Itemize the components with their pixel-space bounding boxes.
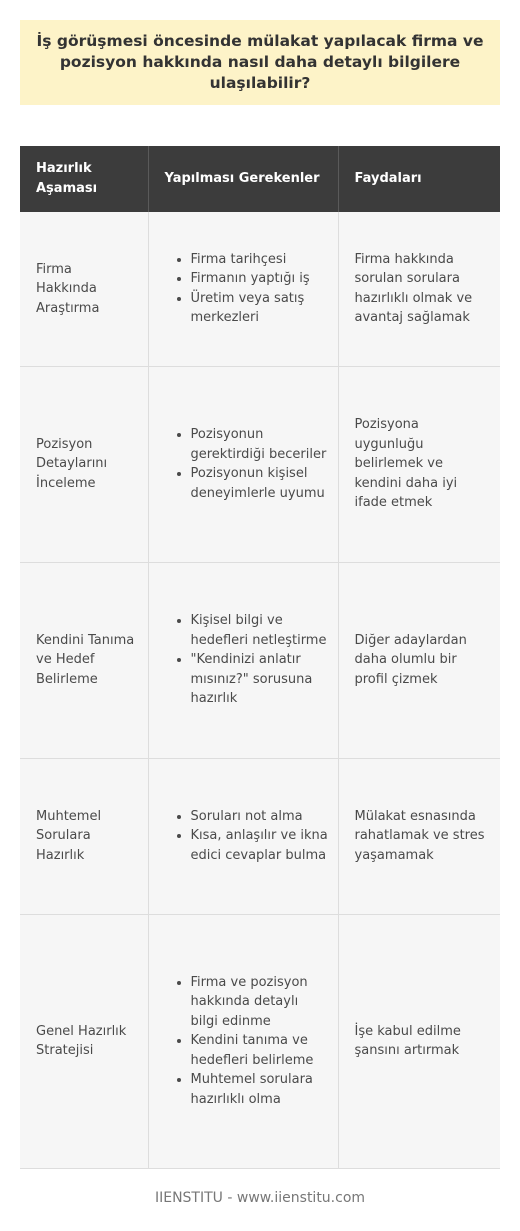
table-row (20, 914, 500, 1168)
todo-cell (148, 914, 338, 1168)
todo-list (171, 973, 330, 1110)
phase-cell: Pozisyon Detaylarını İnceleme (20, 366, 148, 562)
phase-cell: Kendini Tanıma ve Hedef Belirleme (20, 562, 148, 758)
benefit-cell: Mülakat esnasında rahatlamak ve stres yaşamamak (338, 758, 500, 914)
footer-credit: IIENSTITU - www.iienstitu.com (154, 1190, 366, 1206)
header-benefit: Faydaları (338, 146, 500, 212)
table-row (20, 758, 500, 914)
todo-list (171, 611, 330, 709)
table-row (20, 212, 500, 366)
list-item: • Muhtemel sorulara hazırlıklı olma (191, 1070, 330, 1109)
table-row (20, 562, 500, 758)
table-row (20, 366, 500, 562)
list-item: • Kişisel bilgi ve hedefleri netleştirme (191, 611, 330, 650)
list-item: • Firma tarihçesi (191, 250, 330, 270)
todo-cell (148, 562, 338, 758)
todo-list (171, 250, 330, 328)
todo-cell (148, 758, 338, 914)
list-item: • Kısa, anlaşılır ve ikna edici cevaplar bulma (191, 826, 330, 865)
table-header-row (20, 146, 500, 212)
preparation-table (20, 146, 500, 1169)
todo-list (171, 807, 330, 866)
list-item: • Kendini tanıma ve hedefleri belirleme (191, 1031, 330, 1070)
list-item: • Firma ve pozisyon hakkında detaylı bilgi edinme (191, 973, 330, 1032)
list-item: • Pozisyonun gerektirdiği beceriler (191, 425, 330, 464)
list-item: • "Kendinizi anlatır mısınız?" sorusuna hazırlık (191, 650, 330, 709)
header-todo: Yapılması Gerekenler (148, 146, 338, 212)
page-title: İş görüşmesi öncesinde mülakat yapılacak firma ve pozisyon hakkında nasıl daha detaylı bilgilere ulaşılabilir? (36, 32, 484, 92)
todo-list (171, 425, 330, 503)
list-item: • Soruları not alma (191, 807, 330, 827)
phase-cell: Muhtemel Sorulara Hazırlık (20, 758, 148, 914)
benefit-cell: Pozisyona uygunluğu belirlemek ve kendini daha iyi ifade etmek (338, 366, 500, 562)
benefit-cell: İşe kabul edilme şansını artırmak (338, 914, 500, 1168)
todo-cell (148, 366, 338, 562)
phase-cell: Genel Hazırlık Stratejisi (20, 914, 148, 1168)
benefit-cell: Diğer adaylardan daha olumlu bir profil çizmek (338, 562, 500, 758)
list-item: • Firmanın yaptığı iş (191, 269, 330, 289)
list-item: • Pozisyonun kişisel deneyimlerle uyumu (191, 464, 330, 503)
title-banner (20, 20, 500, 105)
todo-cell (148, 212, 338, 366)
header-phase: Hazırlık Aşaması (20, 146, 148, 212)
benefit-cell: Firma hakkında sorulan sorulara hazırlıklı olmak ve avantaj sağlamak (338, 212, 500, 366)
list-item: • Üretim veya satış merkezleri (191, 289, 330, 328)
phase-cell: Firma Hakkında Araştırma (20, 212, 148, 366)
